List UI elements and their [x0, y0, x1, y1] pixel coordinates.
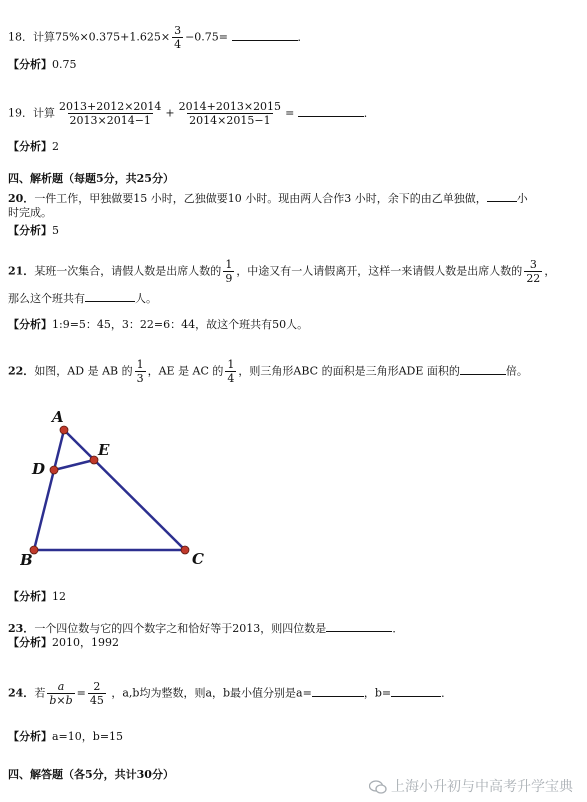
fraction-numerator: 2013+2012×2014 [59, 100, 162, 113]
equals-sign: = [285, 106, 295, 120]
question-text: 计算75%×0.375+1.625× [33, 30, 171, 44]
answer-text: a=10，b=15 [52, 730, 124, 743]
fraction-numerator: 1 [225, 258, 233, 271]
question-tail: ． [363, 106, 375, 120]
question-text: −0.75= [185, 30, 229, 44]
answer-22 [8, 590, 66, 604]
label-e: E [98, 441, 110, 459]
answer-24 [8, 730, 123, 744]
fraction [88, 680, 106, 707]
question-text: ，b= [363, 686, 392, 700]
answer-label: 【分析】 [8, 224, 52, 237]
question-21-cont [8, 290, 157, 306]
label-c: C [192, 550, 204, 568]
fraction [47, 680, 74, 707]
label-a: A [52, 408, 64, 426]
answer-text: 2 [52, 140, 59, 153]
answer-label: 【分析】 [8, 58, 52, 71]
fraction-numerator: 1 [136, 358, 144, 371]
answer-blank [487, 190, 517, 202]
question-text: 一件工作，甲独做要15 小时，乙独做要10 小时。现由两人合作3 小时，余下的由乙单独做， [34, 192, 487, 205]
fraction-denominator: 3 [136, 372, 144, 385]
watermark-text: 上海小升初与中高考升学宝典 [391, 779, 573, 795]
question-number: 20． [8, 192, 35, 205]
answer-label: 【分析】 [8, 318, 52, 331]
fraction-numerator: 1 [227, 358, 235, 371]
question-text: 某班一次集合，请假人数是出席人数的 [34, 264, 222, 278]
answer-19 [8, 140, 59, 154]
answer-blank [85, 290, 135, 302]
equals-sign: = [76, 686, 86, 700]
answer-text: 2010，1992 [52, 636, 119, 649]
segment-de [54, 460, 94, 470]
question-tail: ． [441, 686, 453, 700]
plus-sign: + [165, 106, 175, 120]
question-text: ，则三角形ABC 的面积是三角形ADE 面积的 [238, 364, 460, 378]
answer-20 [8, 224, 59, 238]
question-text: ，a,b均为整数，则a，b最小值分别是a= [111, 686, 312, 700]
question-20-cont: 时完成。 [8, 206, 52, 219]
question-number: 19． [8, 106, 33, 120]
answer-21 [8, 318, 308, 332]
question-text: 如图，AD 是 AB 的 [34, 364, 133, 378]
answer-label: 【分析】 [8, 730, 52, 743]
question-tail: ． [297, 30, 309, 44]
fraction-numerator: 2 [93, 680, 101, 693]
question-tail: ． [392, 622, 404, 635]
fraction-denominator: 4 [174, 38, 182, 51]
label-b: B [20, 551, 33, 569]
question-text-end: 人。 [135, 292, 157, 305]
fraction [177, 100, 283, 127]
fraction [172, 24, 183, 51]
answer-blank-a [312, 685, 364, 697]
fraction [524, 258, 542, 285]
point-d [50, 466, 58, 474]
answer-label: 【分析】 [8, 590, 52, 603]
question-number: 21． [8, 264, 35, 278]
triangle-figure [20, 400, 220, 580]
section-heading: 四、解答题（各5分，共计30分） [8, 768, 174, 781]
answer-blank [232, 29, 298, 41]
fraction [223, 258, 234, 285]
answer-blank [298, 105, 364, 117]
vertex-c [181, 546, 189, 554]
question-22 [8, 358, 528, 385]
fraction-denominator: 4 [227, 372, 235, 385]
question-text: 若 [34, 686, 46, 700]
fraction [135, 358, 146, 385]
question-24 [8, 680, 452, 707]
question-text-end: 小 [516, 192, 528, 205]
answer-label: 【分析】 [8, 636, 52, 649]
fraction-numerator: 3 [529, 258, 537, 271]
fraction-denominator: 2014×2015−1 [189, 114, 271, 127]
question-text: ，AE 是 AC 的 [147, 364, 224, 378]
question-number: 22． [8, 364, 35, 378]
point-e [90, 456, 98, 464]
answer-18 [8, 58, 77, 72]
question-text: 计算 [33, 106, 55, 120]
vertex-a [60, 426, 68, 434]
answer-text: 12 [52, 590, 66, 603]
label-d: D [32, 460, 46, 478]
fraction [225, 358, 236, 385]
question-text: ， [544, 264, 556, 278]
fraction-denominator: 22 [526, 272, 541, 285]
fraction-denominator: 2013×2014−1 [69, 114, 151, 127]
question-text: ，中途又有一人请假离开，这样一来请假人数是出席人数的 [236, 264, 523, 278]
answer-text: 1:9=5：45，3：22=6：44，故这个班共有50人。 [52, 318, 309, 331]
question-number: 23． [8, 622, 35, 635]
question-18 [8, 24, 309, 51]
segment-ab [34, 430, 64, 550]
question-text: 一个四位数与它的四个数字之和恰好等于2013，则四位数是 [34, 622, 327, 635]
question-23 [8, 620, 403, 636]
answer-text: 0.75 [52, 58, 77, 71]
question-number: 24． [8, 686, 35, 700]
fraction-denominator: 9 [225, 272, 233, 285]
answer-text: 5 [52, 224, 59, 237]
question-20 [8, 190, 528, 206]
fraction-numerator: 2014+2013×2015 [178, 100, 282, 113]
answer-blank [326, 620, 392, 632]
question-21 [8, 258, 555, 285]
watermark [369, 776, 573, 796]
question-19 [8, 100, 375, 127]
fraction-denominator: b×b [49, 694, 73, 707]
fraction-numerator: 3 [174, 24, 182, 37]
question-text-end: 倍。 [505, 364, 528, 378]
question-number: 18． [8, 30, 33, 44]
answer-23 [8, 636, 119, 650]
fraction-denominator: 45 [89, 694, 104, 707]
answer-label: 【分析】 [8, 140, 52, 153]
fraction-numerator: a [57, 680, 65, 693]
answer-blank [460, 363, 506, 375]
answer-blank-b [391, 685, 441, 697]
segment-ac [64, 430, 185, 550]
question-text: 那么这个班共有 [8, 292, 85, 305]
section-heading: 四、解析题（每题5分，共25分） [8, 172, 174, 185]
fraction [57, 100, 163, 127]
wechat-icon [369, 780, 387, 794]
